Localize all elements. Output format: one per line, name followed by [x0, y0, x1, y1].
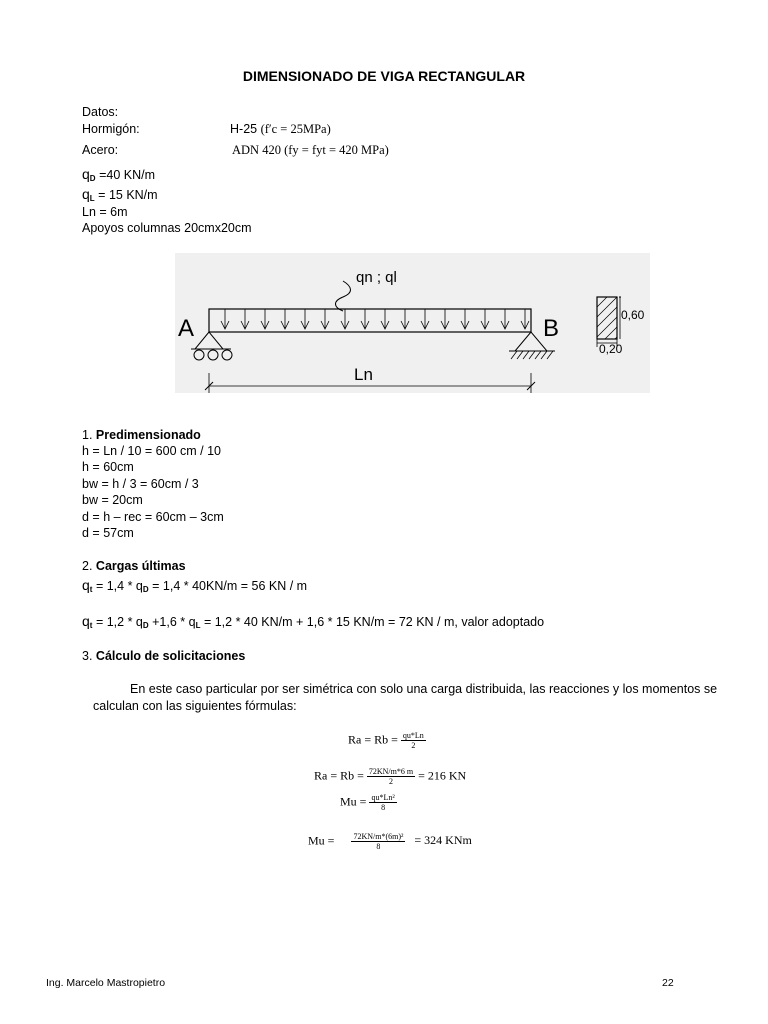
section1-line-4: bw = 20cm — [82, 493, 143, 507]
section1-number: 1. — [82, 428, 93, 442]
section1-title: Predimensionado — [95, 428, 201, 442]
hormigon-value: H-25 — [230, 122, 258, 136]
section2-title: Cargas últimas — [95, 559, 186, 573]
equation-1: Ra = Rb = $\frac{qu*Ln}{2}$ — [348, 731, 424, 750]
section-width-label: 0,20 — [599, 342, 623, 356]
beam-rect — [209, 309, 531, 332]
section1-line-1: h = Ln / 10 = 600 cm / 10 — [82, 444, 221, 458]
acero-formula: (fy = fyt = 420 MPa) — [284, 143, 389, 157]
page-title: DIMENSIONADO DE VIGA RECTANGULAR — [242, 68, 526, 84]
equation-3: Mu = $\frac{\text{qu*Ln²}}{8}$ — [340, 793, 395, 812]
section3-heading — [82, 648, 245, 665]
apoyos-line: Apoyos columnas 20cmx20cm — [82, 221, 252, 235]
acero-spec — [232, 142, 389, 159]
datos-heading: Datos: — [82, 105, 119, 119]
section3-title: Cálculo de solicitaciones — [95, 649, 246, 663]
load-arrows — [221, 309, 529, 329]
section-rect — [597, 297, 617, 339]
section1-line-3: bw = h / 3 = 60cm / 3 — [82, 477, 199, 491]
equation-4: Mu = $\frac{\text{72KN/m*(6m)²}}{8}$ = 324 KNm — [308, 832, 472, 851]
section1-line-5: d = h – rec = 60cm – 3cm — [82, 510, 224, 524]
ln-line: Ln = 6m — [82, 205, 128, 219]
equation-2: Ra = Rb = $\frac{72KN/m*6 m}{2}$ = 216 KN — [314, 767, 467, 786]
load-squiggle — [336, 281, 351, 311]
qd-value: =40 KN/m — [99, 168, 155, 182]
acero-value: ADN 420 — [232, 143, 281, 157]
beam-figure — [175, 253, 650, 393]
section-hatch — [597, 297, 617, 339]
roller-3 — [222, 350, 232, 360]
support-b-hatch — [511, 351, 553, 359]
support-a-triangle — [195, 332, 223, 349]
section2-number: 2. — [82, 559, 93, 573]
hormigon-formula: (f′c = 25MPa) — [260, 122, 331, 136]
support-b-label: B — [543, 315, 560, 342]
footer-author: Ing. Marcelo Mastropietro — [46, 977, 166, 989]
ql-value: = 15 KN/m — [98, 188, 158, 202]
section1-line-2: h = 60cm — [82, 460, 134, 474]
hormigon-spec — [230, 121, 331, 138]
ql-line: $q_L = 15$ KN/m — [82, 186, 158, 203]
footer-page-number: 22 — [662, 977, 674, 989]
section2-line-1: $q_t = 1,4 * q_D = 1,4 * 40KN/m = 56$ KN / m — [82, 577, 308, 594]
beam-diagram — [175, 253, 650, 393]
section3-number: 3. — [82, 649, 93, 663]
load-label: qn ; ql — [356, 269, 397, 286]
section2-heading — [82, 558, 186, 575]
section3-paragraph-1: En este caso particular por ser simétrica con solo una carga distribuida, las reacciones y los momentos se — [130, 682, 718, 696]
hormigon-label: Hormigón: — [82, 122, 140, 136]
qd-line: $q_D =40$ KN/m — [82, 166, 155, 183]
section1-line-6: d = 57cm — [82, 526, 134, 540]
support-a-label: A — [178, 315, 195, 342]
section3-paragraph-2: calculan con las siguientes fórmulas: — [93, 699, 297, 713]
section1-heading — [82, 427, 201, 444]
roller-2 — [208, 350, 218, 360]
span-label: Ln — [354, 365, 373, 384]
roller-1 — [194, 350, 204, 360]
section2-line-2: $q_t = 1,2 * q_D +1,6 * q_L = 1,2 * 40$ KN/m + 1,6 * 15 KN/m = 72 KN / m, valor adoptado — [82, 613, 545, 630]
acero-label: Acero: — [82, 143, 119, 157]
section-height-label: 0,60 — [621, 308, 645, 322]
